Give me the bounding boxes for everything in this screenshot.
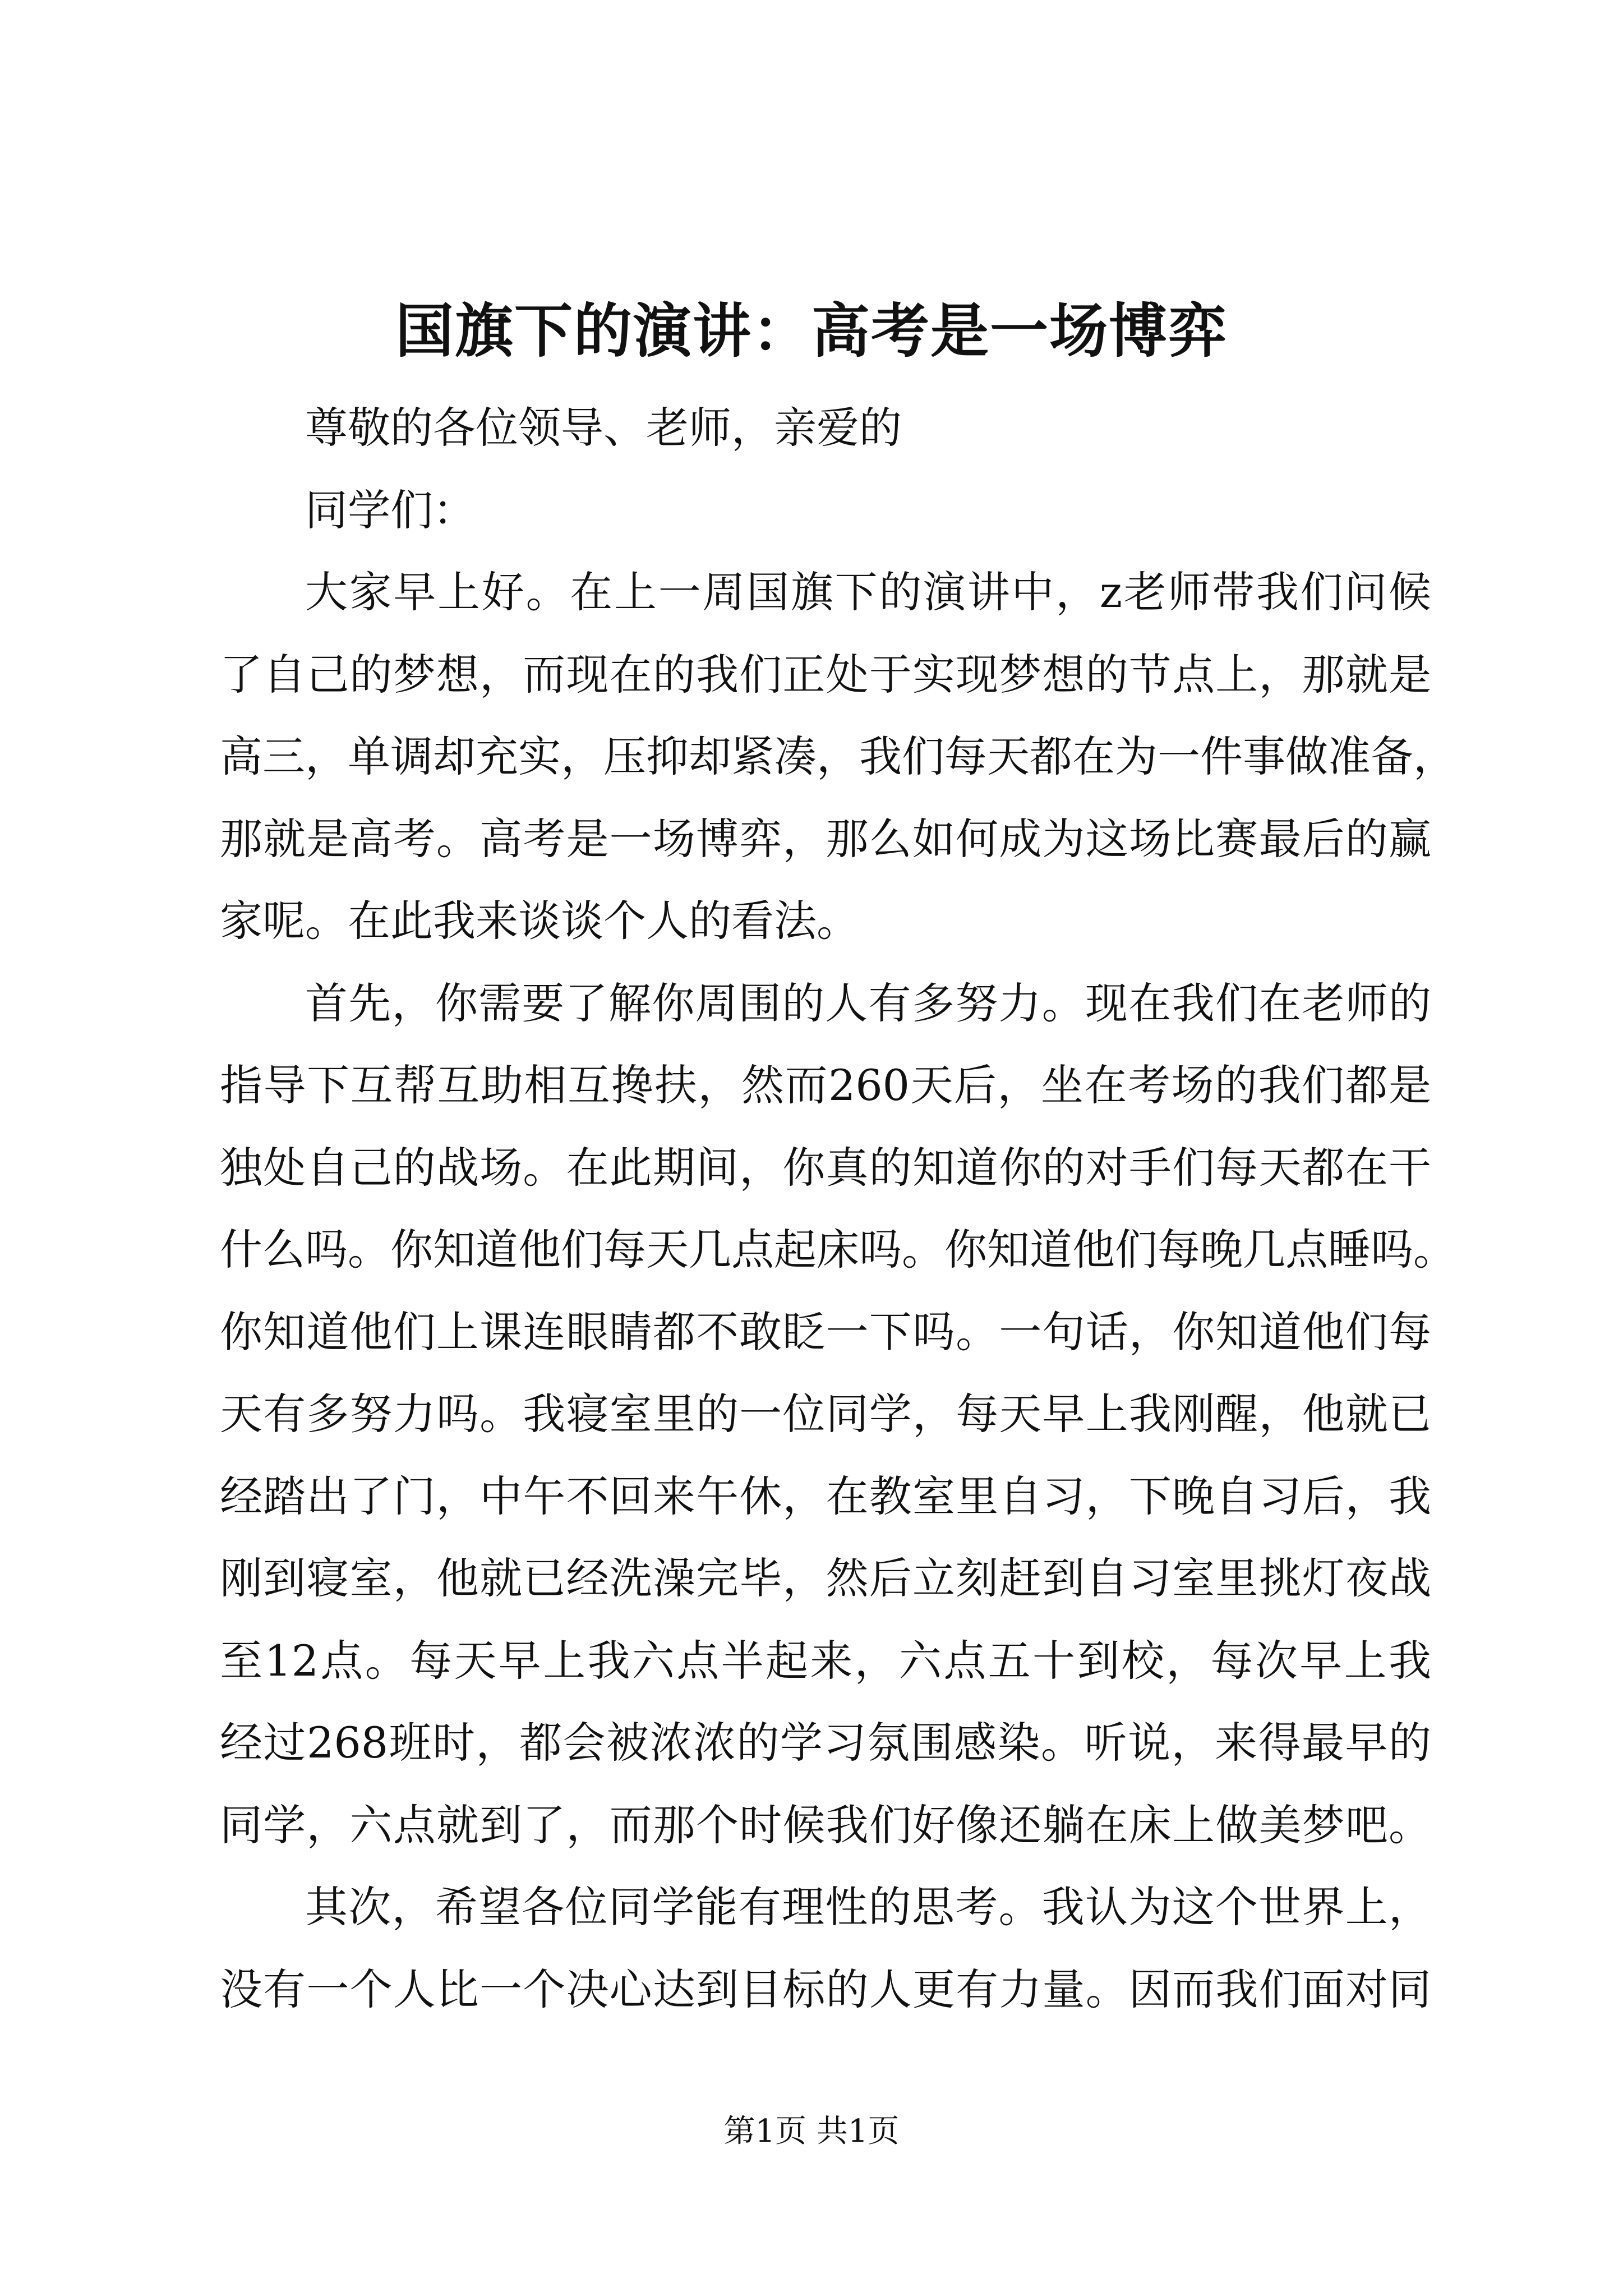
body-line: 没有一个人比一个决心达到目标的人更有力量。因而我们面对同 bbox=[220, 1964, 1431, 2014]
body-line: 高三，单调却充实，压抑却紧凑，我们每天都在为一件事做准备， bbox=[220, 731, 1456, 781]
body-line: 同学，六点就到了，而那个时候我们好像还躺在床上做美梦吧。 bbox=[220, 1800, 1431, 1850]
page-footer: 第1页 共1页 bbox=[723, 2113, 900, 2150]
body-line: 家呢。在此我来谈谈个人的看法。 bbox=[220, 896, 859, 946]
body-line: 刚到寝室，他就已经洗澡完毕，然后立刻赶到自习室里挑灯夜战 bbox=[220, 1553, 1431, 1603]
body-line: 至12点。每天早上我六点半起来，六点五十到校，每次早上我 bbox=[220, 1635, 1431, 1686]
body-line: 指导下互帮互助相互搀扶，然而260天后，坐在考场的我们都是 bbox=[220, 1060, 1431, 1110]
body-line: 尊敬的各位领导、老师，亲爱的 bbox=[305, 403, 902, 453]
body-line: 天有多努力吗。我寝室里的一位同学，每天早上我刚醒，他就已 bbox=[220, 1389, 1431, 1439]
document-title: 国旗下的演讲：高考是一场博弈 bbox=[395, 296, 1228, 365]
body-line: 独处自己的战场。在此期间，你真的知道你的对手们每天都在干 bbox=[220, 1142, 1431, 1193]
body-line: 大家早上好。在上一周国旗下的演讲中，z老师带我们问候 bbox=[305, 567, 1431, 617]
body-line: 同学们： bbox=[305, 485, 476, 535]
body-line: 那就是高考。高考是一场博弈，那么如何成为这场比赛最后的赢 bbox=[220, 813, 1431, 864]
document-body bbox=[220, 387, 1456, 2031]
body-line: 了自己的梦想，而现在的我们正处于实现梦想的节点上，那就是 bbox=[220, 649, 1431, 700]
body-line: 你知道他们上课连眼睛都不敢眨一下吗。一句话，你知道他们每 bbox=[220, 1306, 1431, 1357]
body-line: 首先，你需要了解你周围的人有多努力。现在我们在老师的 bbox=[305, 978, 1431, 1028]
body-line: 其次，希望各位同学能有理性的思考。我认为这个世界上， bbox=[305, 1882, 1431, 1932]
body-line: 什么吗。你知道他们每天几点起床吗。你知道他们每晚几点睡吗。 bbox=[220, 1225, 1456, 1274]
body-line: 经踏出了门，中午不回来午休，在教室里自习，下晚自习后，我 bbox=[220, 1471, 1431, 1521]
body-line: 经过268班时，都会被浓浓的学习氛围感染。听说，来得最早的 bbox=[220, 1718, 1431, 1768]
